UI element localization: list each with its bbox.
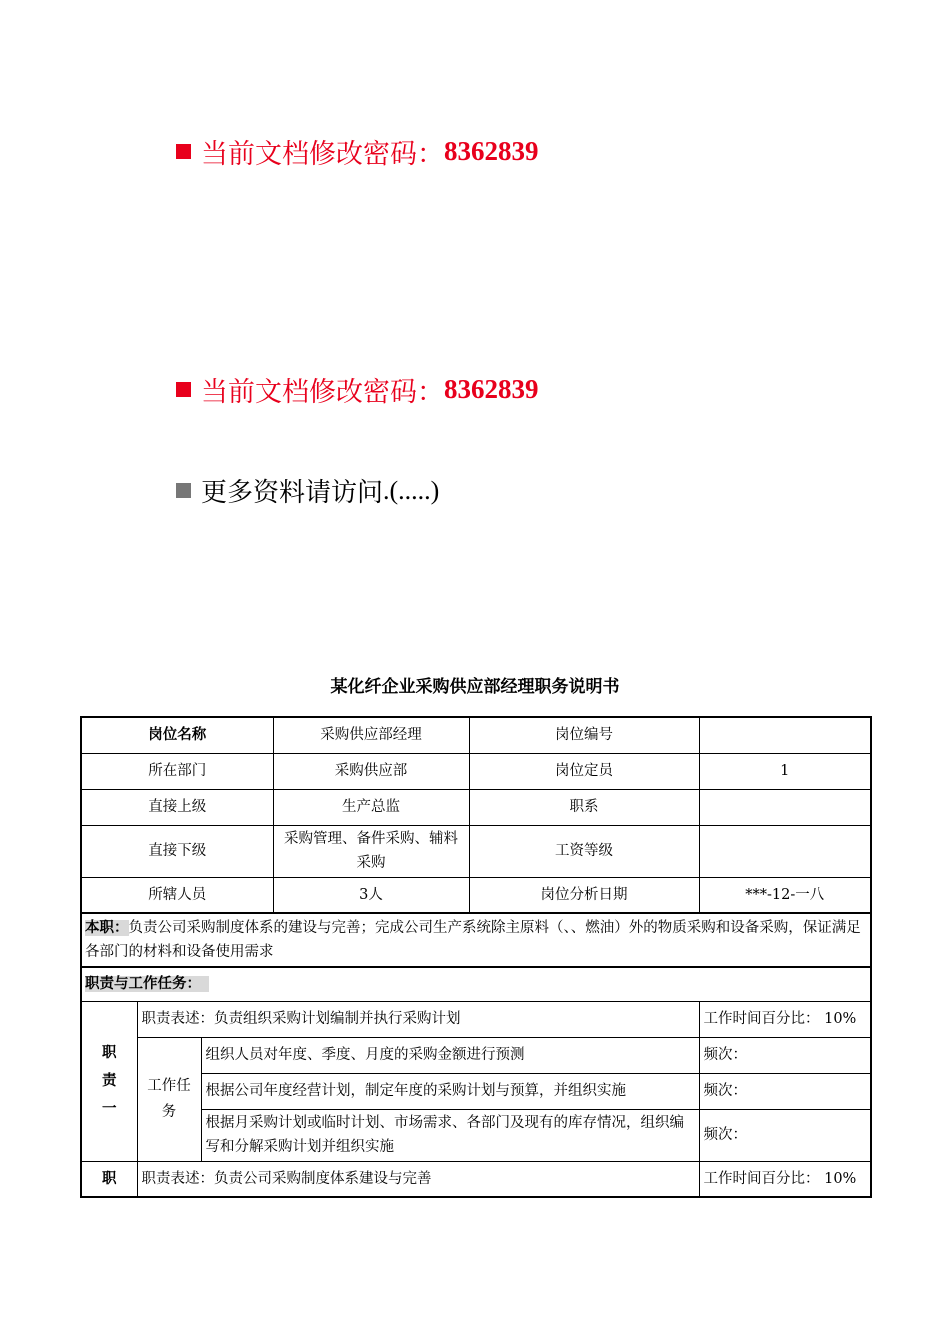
- password-code: 8362839: [444, 136, 539, 166]
- job-description-table: [80, 716, 872, 1198]
- position-code-value: [699, 717, 871, 753]
- task-row: [81, 1037, 871, 1073]
- more-info-label: 更多资料请访问: [201, 478, 384, 508]
- duty-one-statement: 职责表述：负责组织采购计划编制并执行采购计划: [137, 1001, 699, 1037]
- task-frequency: 频次：: [699, 1037, 871, 1073]
- summary-label: 本职：: [85, 920, 129, 936]
- position-name-label: 岗位名称: [81, 717, 273, 753]
- department-label: 所在部门: [81, 753, 273, 789]
- salary-grade-value: [699, 825, 871, 877]
- more-info-notice: [176, 472, 439, 509]
- position-name-value: 采购供应部经理: [273, 717, 469, 753]
- table-row: [81, 877, 871, 913]
- bullet-square-icon: [176, 382, 191, 397]
- password-label: 当前文档修改密码：: [201, 139, 444, 170]
- duties-header-row: [81, 967, 871, 1001]
- headcount-value: 1: [699, 753, 871, 789]
- table-row: [81, 825, 871, 877]
- table-row: [81, 717, 871, 753]
- duty-statement-row: [81, 1161, 871, 1197]
- analysis-date-value: ***-12-一八: [699, 877, 871, 913]
- job-family-label: 职系: [469, 789, 699, 825]
- job-family-value: [699, 789, 871, 825]
- department-value: 采购供应部: [273, 753, 469, 789]
- task-text: 根据月采购计划或临时计划、市场需求、各部门及现有的库存情况，组织编写和分解采购计划并组织实施: [201, 1109, 699, 1161]
- duty-two-statement: 职责表述：负责公司采购制度体系建设与完善: [137, 1161, 699, 1197]
- table-row: [81, 789, 871, 825]
- duty-two-time: 工作时间百分比： 10%: [699, 1161, 871, 1197]
- staff-label: 所辖人员: [81, 877, 273, 913]
- duties-header: 职责与工作任务：: [85, 976, 209, 992]
- duty-one-time: 工作时间百分比： 10%: [699, 1001, 871, 1037]
- position-code-label: 岗位编号: [469, 717, 699, 753]
- task-text: 组织人员对年度、季度、月度的采购金额进行预测: [201, 1037, 699, 1073]
- more-info-link[interactable]: .(.....): [383, 475, 440, 505]
- staff-value: 3人: [273, 877, 469, 913]
- headcount-label: 岗位定员: [469, 753, 699, 789]
- supervisor-label: 直接上级: [81, 789, 273, 825]
- duty-two-label: 职: [81, 1161, 137, 1197]
- duty-statement-row: [81, 1001, 871, 1037]
- task-frequency: 频次：: [699, 1073, 871, 1109]
- task-text: 根据公司年度经营计划，制定年度的采购计划与预算，并组织实施: [201, 1073, 699, 1109]
- bullet-square-icon: [176, 144, 191, 159]
- tasks-label: 工作任务: [137, 1037, 201, 1161]
- summary-row: [81, 913, 871, 967]
- summary-text: 负责公司采购制度体系的建设与完善；完成公司生产系统除主原料（、、燃油）外的物质采购和设备采购，保证满足各部门的材料和设备使用需求: [85, 920, 861, 960]
- password-code: 8362839: [444, 374, 539, 404]
- document-title: 某化纤企业采购供应部经理职务说明书: [330, 677, 620, 697]
- supervisor-value: 生产总监: [273, 789, 469, 825]
- task-frequency: 频次：: [699, 1109, 871, 1161]
- analysis-date-label: 岗位分析日期: [469, 877, 699, 913]
- salary-grade-label: 工资等级: [469, 825, 699, 877]
- password-notice-1: [176, 132, 539, 171]
- table-row: [81, 753, 871, 789]
- subordinates-label: 直接下级: [81, 825, 273, 877]
- duty-one-label: 职 责 一: [81, 1001, 137, 1161]
- password-label: 当前文档修改密码：: [201, 377, 444, 408]
- password-notice-2: [176, 370, 539, 409]
- bullet-square-icon: [176, 483, 191, 498]
- subordinates-value: 采购管理、备件采购、辅料采购: [273, 825, 469, 877]
